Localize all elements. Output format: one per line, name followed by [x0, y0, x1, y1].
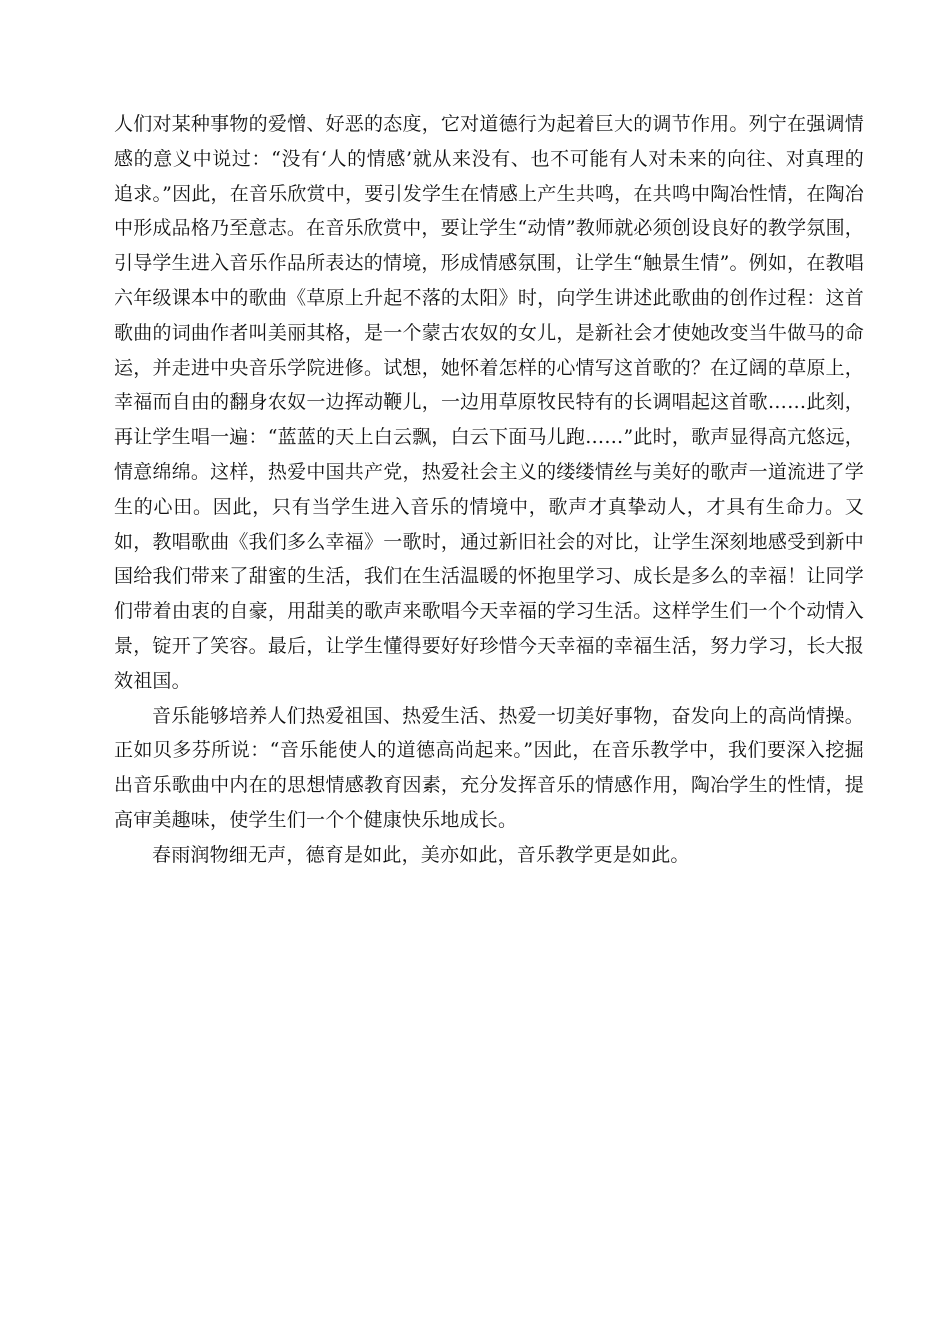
paragraph-continuation: 人们对某种事物的爱憎、好恶的态度，它对道德行为起着巨大的调节作用。列宁在强调情感的意义中说过：“没有‘人的情感’就从来没有、也不可能有人对未来的向往、对真理的追求。”因此，在音乐欣赏中，要引发学生在情感上产生共鸣，在共鸣中陶冶性情，在陶冶中形成品格乃至意志。在音乐欣赏中，要让学生“动情”教师就必须创设良好的教学氛围，引导学生进入音乐作品所表达的情境，形成情感氛围，让学生“触景生情”。例如，在教唱六年级课本中的歌曲《草原上升起不落的太阳》时，向学生讲述此歌曲的创作过程：这首歌曲的词曲作者叫美丽其格，是一个蒙古农奴的女儿，是新社会才使她改变当牛做马的命运，并走进中央音乐学院进修。试想，她怀着怎样的心情写这首歌的？在辽阔的草原上，幸福而自由的翻身农奴一边挥动鞭儿，一边用草原牧民特有的长调唱起这首歌……此刻，再让学生唱一遍：“蓝蓝的天上白云飘，白云下面马儿跑……”此时，歌声显得高亢悠远，情意绵绵。这样，热爱中国共产党，热爱社会主义的缕缕情丝与美好的歌声一道流进了学生的心田。因此，只有当学生进入音乐的情境中，歌声才真挚动人，才具有生命力。又如，教唱歌曲《我们多么幸福》一歌时，通过新旧社会的对比，让学生深刻地感受到新中国给我们带来了甜蜜的生活，我们在生活温暖的怀抱里学习、成长是多么的幸福！让同学们带着由衷的自豪，用甜美的歌声来歌唱今天幸福的学习生活。这样学生们一个个动情入景，锭开了笑容。最后，让学生懂得要好好珍惜今天幸福的幸福生活，努力学习，长大报效祖国。: [114, 113, 864, 692]
paragraph-music-cultivation: 音乐能够培养人们热爱祖国、热爱生活、热爱一切美好事物，奋发向上的高尚情操。正如贝多芬所说：“音乐能使人的道德高尚起来。”因此，在音乐教学中，我们要深入挖掘出音乐歌曲中内在的思想情感教育因素，充分发挥音乐的情感作用，陶冶学生的性情，提高审美趣味，使学生们一个个健康快乐地成长。: [114, 704, 864, 831]
document-body: [114, 107, 864, 873]
paragraph-conclusion: 春雨润物细无声，德育是如此，美亦如此，音乐教学更是如此。: [152, 843, 690, 866]
